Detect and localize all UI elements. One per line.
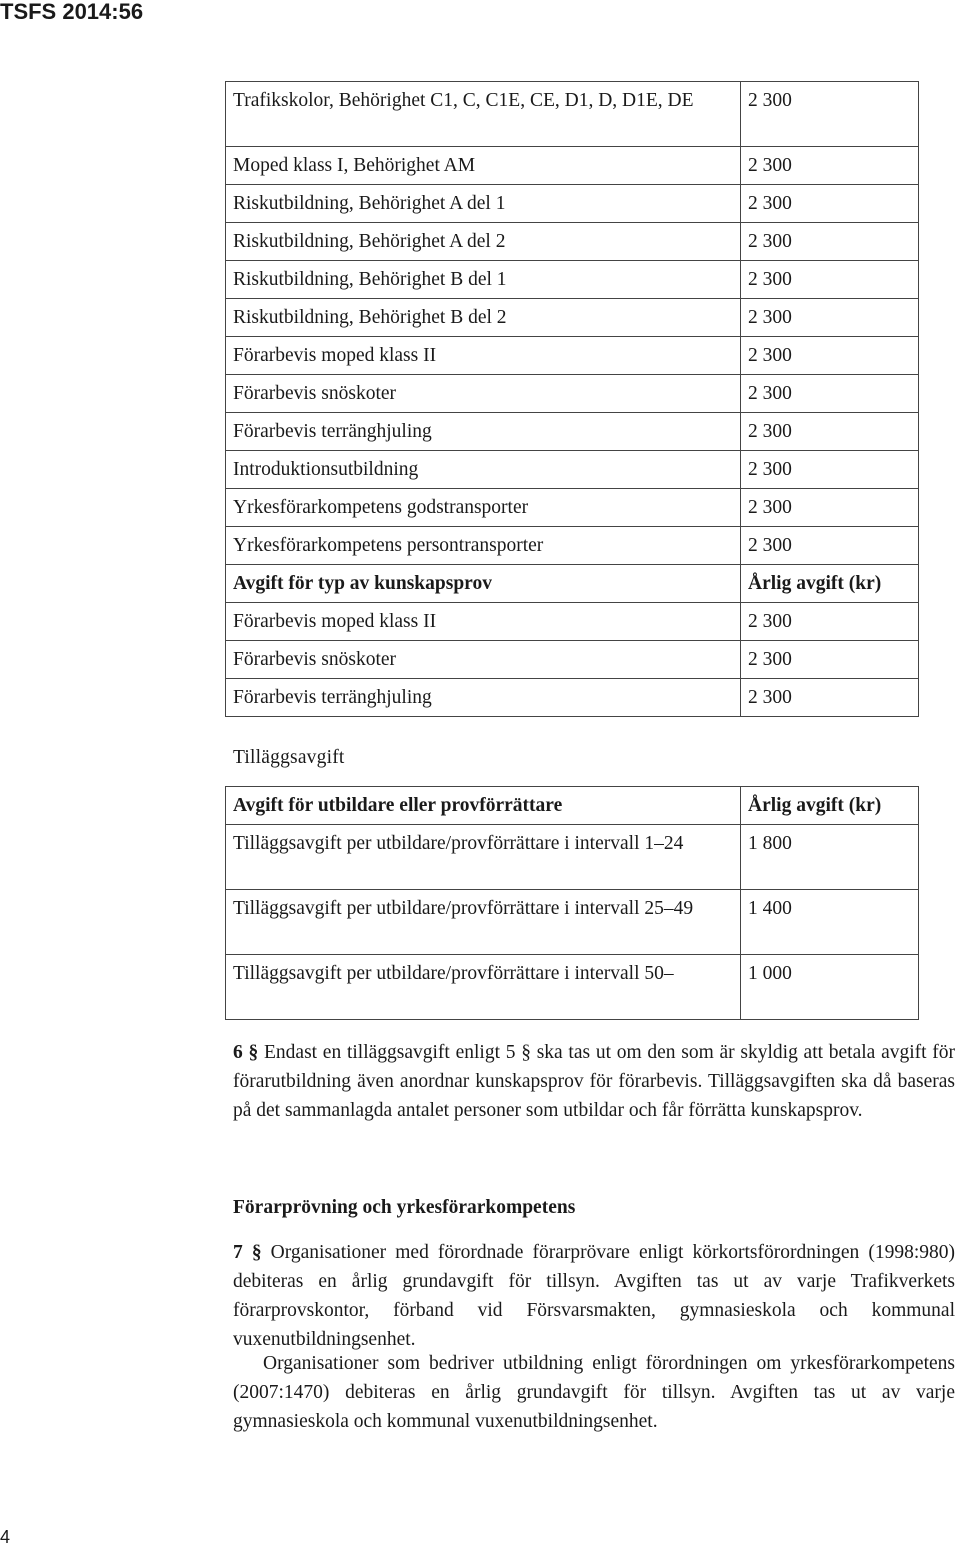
fee-value: 2 300 — [741, 527, 919, 565]
table-row — [226, 489, 919, 527]
table-row — [226, 825, 919, 890]
fee-value: 2 300 — [741, 603, 919, 641]
fee-name: Riskutbildning, Behörighet B del 2 — [226, 299, 741, 337]
paragraph-number: 6 § — [233, 1042, 259, 1063]
table-row — [226, 603, 919, 641]
table-row — [226, 147, 919, 185]
fee-name: Riskutbildning, Behörighet B del 1 — [226, 261, 741, 299]
table-row — [226, 890, 919, 955]
fee-value: 2 300 — [741, 489, 919, 527]
fee-value: 2 300 — [741, 413, 919, 451]
paragraph-number: 7 § — [233, 1242, 262, 1263]
fee-value: 1 800 — [741, 825, 919, 890]
table-row — [226, 185, 919, 223]
fee-name: Förarbevis moped klass II — [226, 603, 741, 641]
fee-value: 2 300 — [741, 641, 919, 679]
table-row — [226, 413, 919, 451]
paragraph-7-continued: Organisationer som bedriver utbildning enligt förordningen om yrkesförarkompetens (2007:1470) debiteras en årlig grundavgift för tillsyn. Avgiften tas ut av varje gymnasieskola och kommunal vuxenutbildningsenhet. — [233, 1353, 955, 1432]
fee-table-schools — [225, 81, 919, 717]
fee-name: Riskutbildning, Behörighet A del 1 — [226, 185, 741, 223]
fee-value: 1 000 — [741, 955, 919, 1020]
table-row — [226, 299, 919, 337]
fee-value: 2 300 — [741, 185, 919, 223]
column-header-exam-type: Avgift för typ av kunskapsprov — [226, 565, 741, 603]
fee-name: Moped klass I, Behörighet AM — [226, 147, 741, 185]
table-row — [226, 82, 919, 147]
fee-name: Förarbevis terränghjuling — [226, 413, 741, 451]
fee-value: 2 300 — [741, 147, 919, 185]
column-header-fee-type: Avgift för utbildare eller provförrättare — [226, 787, 741, 825]
fee-name: Yrkesförarkompetens godstransporter — [226, 489, 741, 527]
table-header-row — [226, 787, 919, 825]
fee-value: 2 300 — [741, 679, 919, 717]
fee-name: Tilläggsavgift per utbildare/provförrättare i intervall 25–49 — [226, 890, 741, 955]
fee-name: Tilläggsavgift per utbildare/provförrättare i intervall 50– — [226, 955, 741, 1020]
fee-value: 2 300 — [741, 299, 919, 337]
fee-table-supplementary — [225, 786, 919, 1020]
table-row — [226, 641, 919, 679]
table-row — [226, 223, 919, 261]
column-header-annual-fee: Årlig avgift (kr) — [741, 565, 919, 603]
fee-value: 1 400 — [741, 890, 919, 955]
fee-name: Förarbevis terränghjuling — [226, 679, 741, 717]
table-header-row — [226, 565, 919, 603]
fee-name: Tilläggsavgift per utbildare/provförrättare i intervall 1–24 — [226, 825, 741, 890]
table-row — [226, 451, 919, 489]
fee-value: 2 300 — [741, 261, 919, 299]
fee-value: 2 300 — [741, 451, 919, 489]
fee-name: Förarbevis snöskoter — [226, 375, 741, 413]
column-header-annual-fee: Årlig avgift (kr) — [741, 787, 919, 825]
fee-name: Riskutbildning, Behörighet A del 2 — [226, 223, 741, 261]
fee-value: 2 300 — [741, 375, 919, 413]
table-row — [226, 955, 919, 1020]
fee-name: Yrkesförarkompetens persontransporter — [226, 527, 741, 565]
fee-value: 2 300 — [741, 223, 919, 261]
table-row — [226, 261, 919, 299]
paragraph-7 — [233, 1238, 955, 1354]
paragraph-text: Endast en tilläggsavgift enligt 5 § ska tas ut om den som är skyldig att betala avgift för förarutbildning även anordnar kunskapsprov för förarbevis. Tilläggsavgiften ska då baseras på det sammanlagda antalet personer som utbildar och får förrätta kunskapsprov. — [233, 1042, 956, 1121]
table-row — [226, 337, 919, 375]
fee-name: Förarbevis snöskoter — [226, 641, 741, 679]
section-heading: Förarprövning och yrkesförarkompetens — [233, 1197, 576, 1218]
fee-name: Introduktionsutbildning — [226, 451, 741, 489]
page-number: 4 — [0, 1527, 11, 1547]
fee-value: 2 300 — [741, 82, 919, 147]
table-row — [226, 527, 919, 565]
table-row — [226, 375, 919, 413]
subheading-supplementary-fee: Tilläggsavgift — [233, 747, 345, 768]
table-row — [226, 679, 919, 717]
document-id: TSFS 2014:56 — [0, 0, 144, 24]
fee-name: Förarbevis moped klass II — [226, 337, 741, 375]
fee-value: 2 300 — [741, 337, 919, 375]
paragraph-text: Organisationer med förordnade förarprövare enligt körkortsförordningen (1998:980) debiteras en årlig grundavgift för tillsyn. Avgiften tas ut av varje Trafikverkets förarprovskontor, förband vid Försvarsmakten, gymnasieskola och kommunal vuxenutbildningsenhet. — [233, 1242, 956, 1350]
fee-name: Trafikskolor, Behörighet C1, C, C1E, CE, D1, D, D1E, DE — [226, 82, 741, 147]
paragraph-6 — [233, 1038, 955, 1125]
